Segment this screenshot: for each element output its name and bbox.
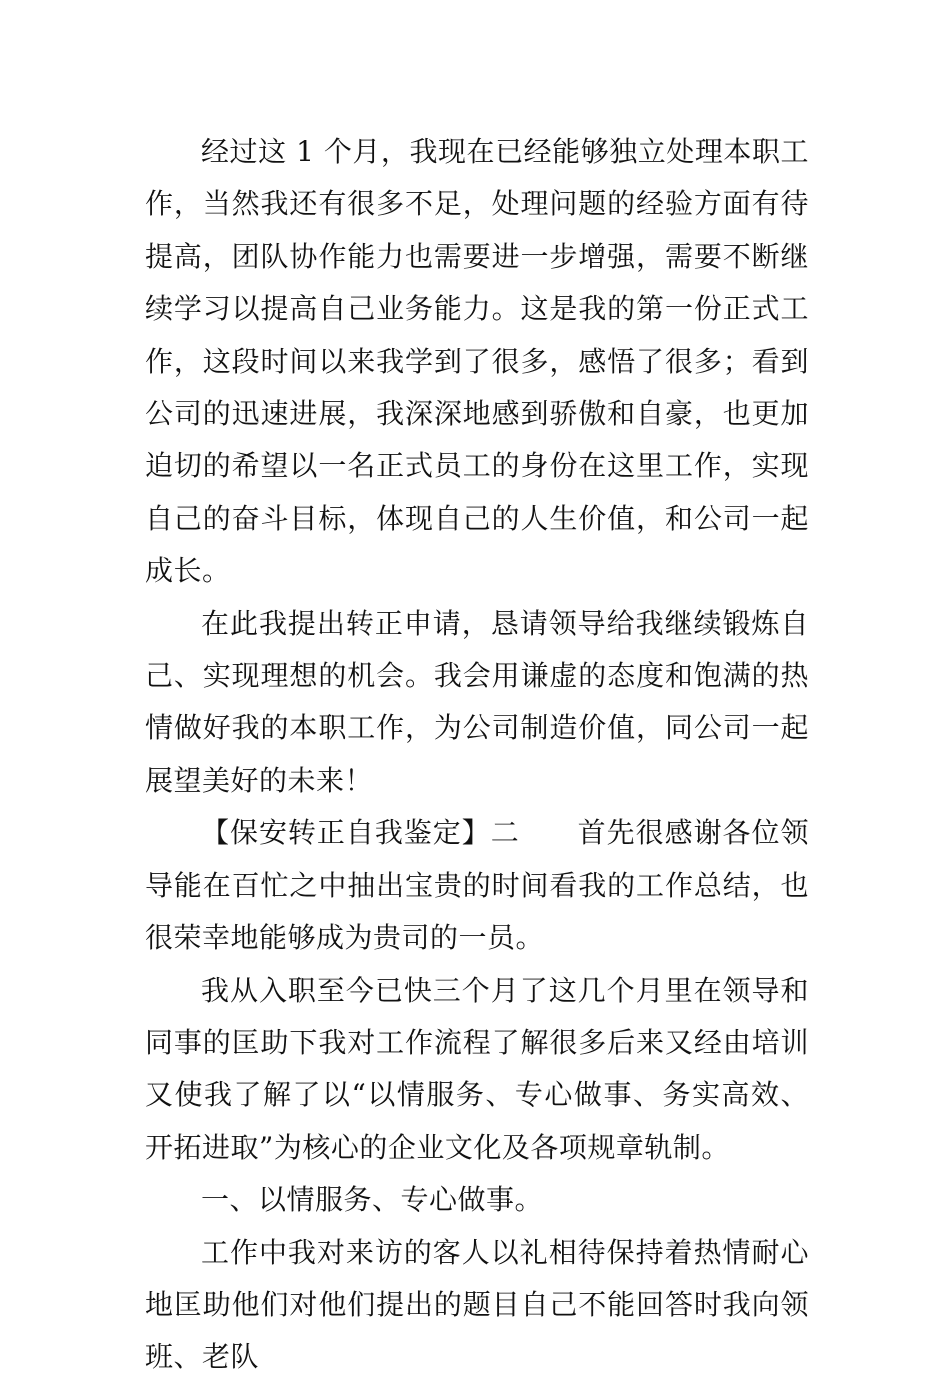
paragraph-onboarding: 我从入职至今已快三个月了这几个月里在领导和同事的匡助下我对工作流程了解很多后来又经由培训又使我了解了以“以情服务、专心做事、务实高效、开拓进取”为核心的企业文化及各项规章轨制。 xyxy=(145,973,809,1164)
paragraph-application: 在此我提出转正申请，恳请领导给我继续锻炼自己、实现理想的机会。我会用谦虚的态度和饱满的热情做好我的本职工作，为公司制造价值，同公司一起展望美好的未来！ xyxy=(145,606,809,797)
paragraph-work-detail: 工作中我对来访的客人以礼相待保持着热情耐心地匡助他们对他们提出的题目自己不能回答时我向领班、老队 xyxy=(145,1235,809,1374)
paragraph-summary: 经过这 1 个月，我现在已经能够独立处理本职工作，当然我还有很多不足，处理问题的经验方面有待提高，团队协作能力也需要进一步增强，需要不断继续学习以提高自己业务能力。这是我的第一份正式工作，这段时间以来我学到了很多，感悟了很多；看到公司的迅速进展，我深深地感到骄傲和自豪，也更加迫切的希望以一名正式员工的身份在这里工作，实现自己的奋斗目标，体现自己的人生价值，和公司一起成长。 xyxy=(145,135,809,588)
paragraph-point-one: 一、以情服务、专心做事。 xyxy=(201,1183,544,1217)
document-body xyxy=(145,126,809,1384)
paragraph-section-two: 【保安转正自我鉴定】二 首先很感谢各位领导能在百忙之中抽出宝贵的时间看我的工作总结，也很荣幸地能够成为贵司的一员。 xyxy=(145,816,809,955)
